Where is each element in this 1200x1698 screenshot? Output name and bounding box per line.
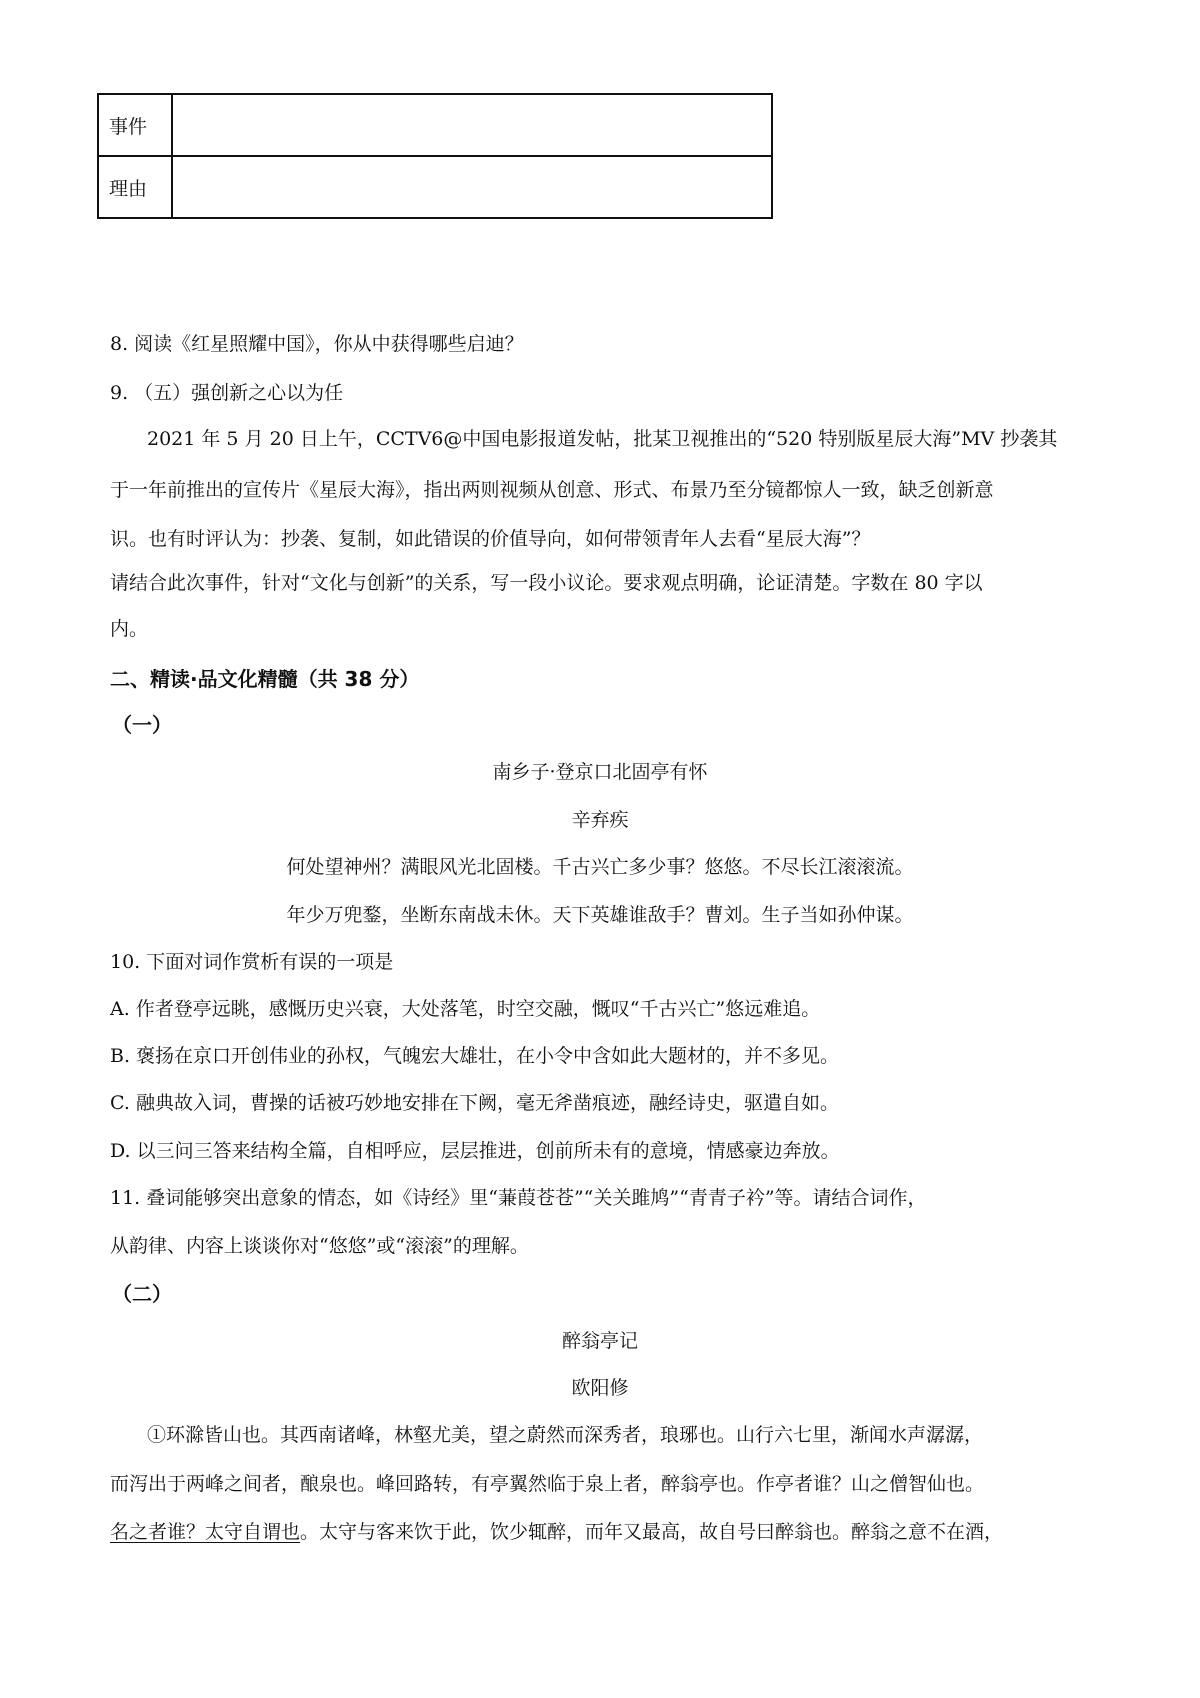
table-cell-reason[interactable] — [172, 156, 772, 218]
part-1-label: （一） — [112, 713, 172, 737]
question-11-line2: 从韵律、内容上谈谈你对“悠悠”或“滚滚”的理解。 — [110, 1235, 529, 1257]
table-cell-event[interactable] — [172, 94, 772, 156]
poem-author: 辛弃疾 — [571, 809, 629, 831]
part-2-label: （二） — [112, 1282, 172, 1306]
table-label-reason: 理由 — [98, 156, 172, 218]
question-9-title: 9. （五）强创新之心以为任 — [110, 382, 344, 404]
question-9-line1: 2021 年 5 月 20 日上午，CCTV6@中国电影报道发帖，批某卫视推出的“520 特别版星辰大海”MV 抄袭其 — [147, 428, 1058, 450]
prose-line3 — [110, 1517, 1003, 1544]
question-10-option-a: A. 作者登亭远眺，感慨历史兴衰，大处落笔，时空交融，慨叹“千古兴亡”悠远难追。 — [110, 998, 821, 1020]
table-label-event: 事件 — [98, 94, 172, 156]
question-9-line2: 于一年前推出的宣传片《星辰大海》，指出两则视频从创意、形式、布景乃至分镜都惊人一致，缺乏创新意 — [110, 479, 994, 501]
prose-line3-rest: 。太守与客来饮于此，饮少辄醉，而年又最高，故自号曰醉翁也。醉翁之意不在酒， — [300, 1521, 1004, 1543]
question-10-option-c: C. 融典故入词，曹操的话被巧妙地安排在下阙，毫无斧凿痕迹，融经诗史，驱遣自如。 — [110, 1092, 839, 1114]
question-11-line1: 11. 叠词能够突出意象的情态，如《诗经》里“蒹葭苍苍”“关关雎鸠”“青青子衿”等。请结合词作， — [110, 1187, 927, 1209]
question-8: 8. 阅读《红星照耀中国》，你从中获得哪些启迪？ — [110, 333, 524, 355]
section-2-title: 二、精读·品文化精髓（共 38 分） — [110, 667, 420, 691]
question-9-line5: 内。 — [110, 618, 149, 640]
question-10-option-d: D. 以三问三答来结构全篇，自相呼应，层层推进，创前所未有的意境，情感豪边奔放。 — [110, 1140, 840, 1162]
prose-line1: ①环滁皆山也。其西南诸峰，林壑尤美，望之蔚然而深秀者，琅琊也。山行六七里，渐闻水声潺潺， — [147, 1424, 984, 1446]
question-10-stem: 10. 下面对词作赏析有误的一项是 — [110, 951, 394, 973]
question-9-line3: 识。也有时评认为：抄袭、复制，如此错误的价值导向，如何带领青年人去看“星辰大海”？ — [110, 528, 871, 550]
question-9-line4: 请结合此次事件，针对“文化与创新”的关系，写一段小议论。要求观点明确，论证清楚。字数在 80 字以 — [110, 572, 983, 594]
prose-line2: 而泻出于两峰之间者，酿泉也。峰回路转，有亭翼然临于泉上者，醉翁亭也。作亭者谁？山之僧智仙也。 — [110, 1473, 985, 1495]
poem-line2: 年少万兜鍪，坐断东南战未休。天下英雄谁敌手？曹刘。生子当如孙仲谋。 — [286, 904, 914, 926]
event-reason-table — [97, 93, 773, 219]
prose-author: 欧阳修 — [571, 1377, 629, 1399]
table-row — [98, 156, 772, 218]
underlined-sentence: 名之者谁？太守自谓也 — [110, 1521, 301, 1543]
poem-title: 南乡子·登京口北固亭有怀 — [492, 761, 708, 783]
question-10-option-b: B. 褒扬在京口开创伟业的孙权，气魄宏大雄壮，在小令中含如此大题材的，并不多见。 — [110, 1045, 840, 1067]
prose-title: 醉翁亭记 — [561, 1330, 638, 1352]
table-row — [98, 94, 772, 156]
poem-line1: 何处望神州？满眼风光北固楼。千古兴亡多少事？悠悠。不尽长江滚滚流。 — [286, 856, 914, 878]
